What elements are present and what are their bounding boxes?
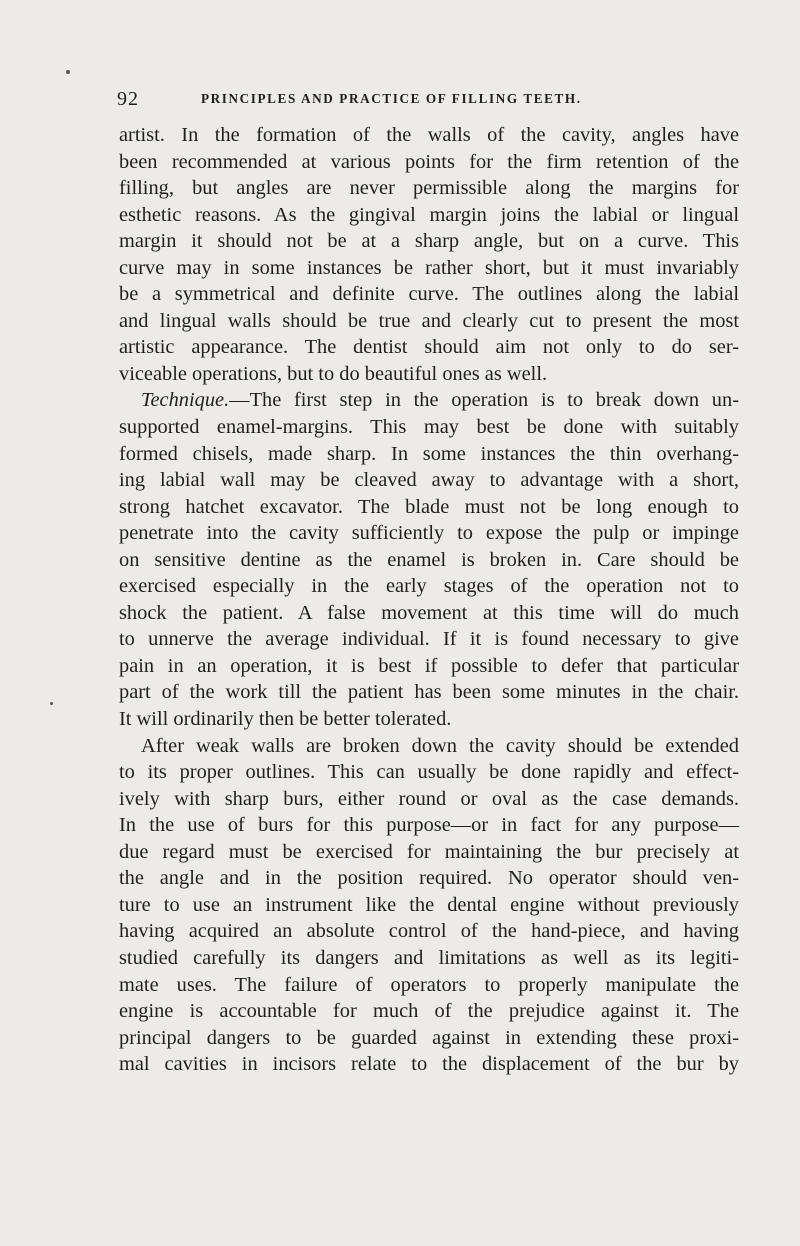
text-line: supported enamel-margins. This may best be done with suitably — [119, 416, 739, 439]
text-line: mal cavities in incisors relate to the displacement of the bur by — [119, 1053, 739, 1076]
text-line: and lingual walls should be true and clearly cut to present the most — [119, 309, 739, 332]
body-text — [119, 122, 739, 1078]
text-line: been recommended at various points for the firm retention of the — [119, 150, 739, 173]
text-line: curve may in some instances be rather short, but it must invariably — [119, 256, 739, 279]
text-line: After weak walls are broken down the cavity should be extended — [141, 734, 739, 757]
text-line: the angle and in the position required. No operator should ven- — [119, 867, 739, 890]
text-line: ture to use an instrument like the dental engine without previously — [119, 893, 739, 916]
text-line: margin it should not be at a sharp angle, but on a curve. This — [119, 230, 739, 253]
technique-line — [119, 387, 739, 414]
page-number: 92 — [117, 88, 139, 110]
text-line: to its proper outlines. This can usually be done rapidly and effect- — [119, 761, 739, 784]
text-line: due regard must be exercised for maintaining the bur precisely at — [119, 840, 739, 863]
text-line: shock the patient. A false movement at this time will do much — [119, 601, 739, 624]
text-line: be a symmetrical and definite curve. The outlines along the labial — [119, 283, 739, 306]
text-line: part of the work till the patient has been some minutes in the chair. — [119, 681, 739, 704]
text-line: to unnerve the average individual. If it is found necessary to give — [119, 628, 739, 651]
text-line: having acquired an absolute control of the hand-piece, and having — [119, 920, 739, 943]
text-line: on sensitive dentine as the enamel is broken in. Care should be — [119, 548, 739, 571]
technique-heading: Technique. — [141, 389, 230, 412]
margin-mark — [50, 702, 53, 705]
text-line: ively with sharp burs, either round or oval as the case demands. — [119, 787, 739, 810]
margin-mark — [66, 70, 70, 74]
text-line: artist. In the formation of the walls of the cavity, angles have — [119, 124, 739, 146]
text-line: filling, but angles are never permissible along the margins for — [119, 177, 739, 200]
text-line: viceable operations, but to do beautiful ones as well. — [119, 362, 548, 385]
text-line: artistic appearance. The dentist should aim not only to do ser- — [119, 336, 739, 359]
text-line: formed chisels, made sharp. In some instances the thin overhang- — [119, 442, 739, 465]
text-line: pain in an operation, it is best if possible to defer that particular — [119, 654, 739, 677]
running-title: PRINCIPLES AND PRACTICE OF FILLING TEETH. — [201, 91, 582, 106]
text-line: ing labial wall may be cleaved away to advantage with a short, — [119, 469, 739, 492]
text-line: It will ordinarily then be better tolerated. — [119, 708, 452, 731]
text-line: esthetic reasons. As the gingival margin joins the labial or lingual — [119, 203, 739, 226]
running-head — [117, 88, 737, 112]
text-line: mate uses. The failure of operators to properly manipulate the — [119, 973, 739, 996]
text-line: In the use of burs for this purpose—or in fact for any purpose— — [119, 814, 739, 837]
text-line: studied carefully its dangers and limitations as well as its legiti- — [119, 946, 739, 969]
technique-text: —The first step in the operation is to break down un- — [229, 389, 739, 412]
text-line: principal dangers to be guarded against in extending these proxi- — [119, 1026, 739, 1049]
text-line: strong hatchet excavator. The blade must not be long enough to — [119, 495, 739, 518]
text-line: exercised especially in the early stages of the operation not to — [119, 575, 739, 598]
text-line: penetrate into the cavity sufficiently to expose the pulp or impinge — [119, 522, 739, 545]
text-line: engine is accountable for much of the prejudice against it. The — [119, 1000, 739, 1023]
